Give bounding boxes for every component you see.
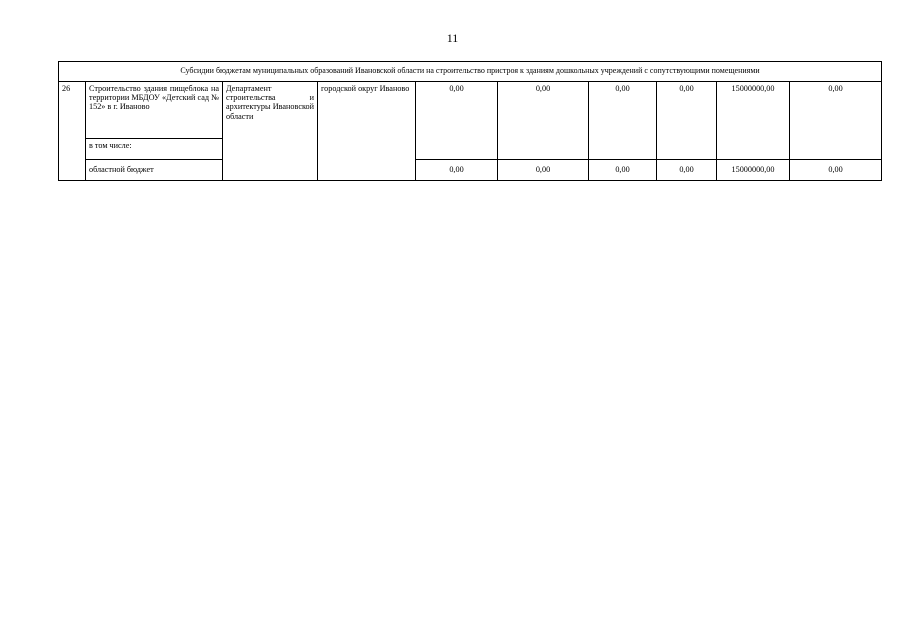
row-executor: Департамент строительства и архитектуры Ивановской области: [223, 82, 318, 181]
section-header-row: [59, 62, 882, 82]
value-cell: 0,00: [657, 82, 717, 160]
budget-table: [58, 61, 882, 181]
section-title: Субсидии бюджетам муниципальных образований Ивановской области на строительство пристроя к зданиям дошкольных учреждений с сопутствующими помещениями: [59, 62, 882, 82]
source-label: областной бюджет: [86, 160, 223, 181]
value-cell: 0,00: [498, 82, 589, 160]
including-label: в том числе:: [86, 139, 223, 160]
table-row: [59, 82, 882, 139]
source-value-cell: 15000000,00: [717, 160, 790, 181]
source-value-cell: 0,00: [498, 160, 589, 181]
source-value-cell: 0,00: [790, 160, 882, 181]
value-cell: 0,00: [589, 82, 657, 160]
page-number: 11: [446, 31, 459, 45]
value-cell: 0,00: [790, 82, 882, 160]
row-municipality: городской округ Иваново: [318, 82, 416, 181]
value-cell: 15000000,00: [717, 82, 790, 160]
table-row: [59, 160, 882, 181]
source-value-cell: 0,00: [416, 160, 498, 181]
row-index: 26: [59, 82, 86, 181]
row-description: Строительство здания пищеблока на территории МБДОУ «Детский сад № 152» в г. Иваново: [86, 82, 223, 139]
value-cell: 0,00: [416, 82, 498, 160]
source-value-cell: 0,00: [589, 160, 657, 181]
source-value-cell: 0,00: [657, 160, 717, 181]
